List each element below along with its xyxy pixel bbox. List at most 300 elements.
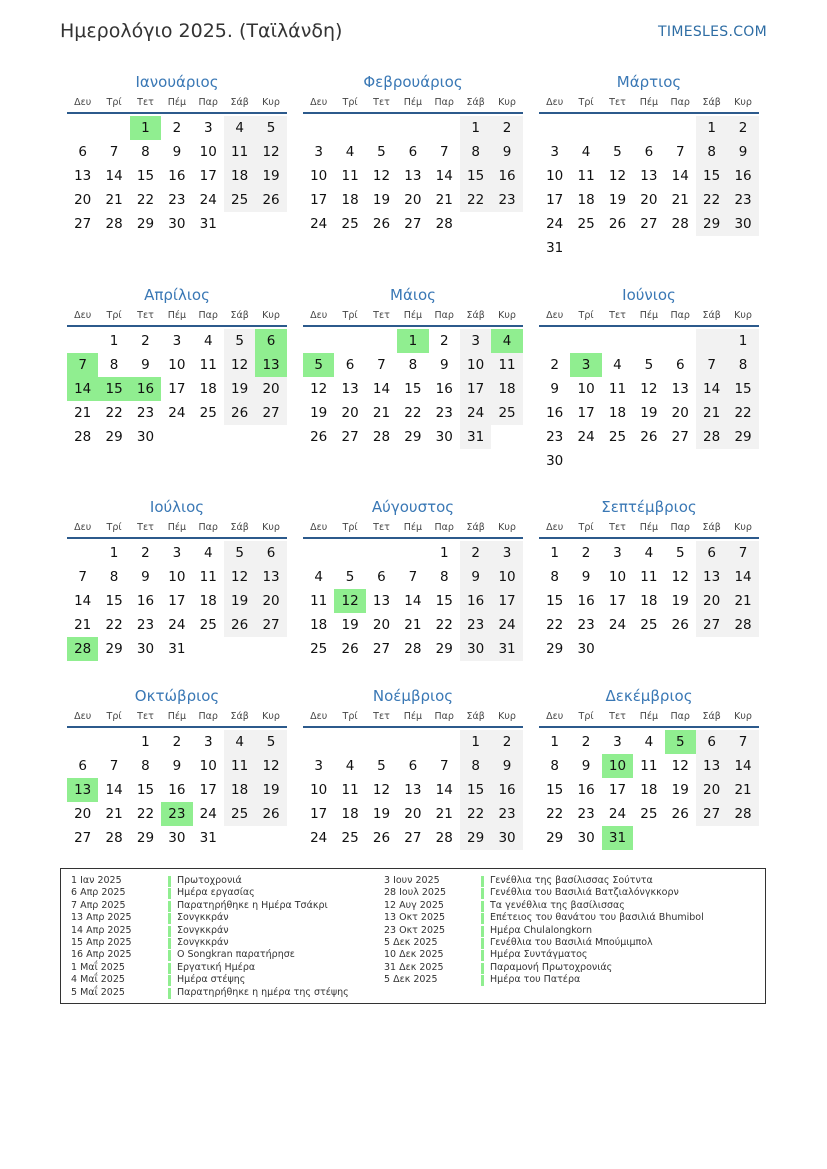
weekday-label: Σάβ [702, 522, 721, 533]
day-cell: 1 [550, 734, 559, 750]
day-cell: 23 [727, 188, 758, 212]
day-cell: 10 [602, 754, 633, 778]
day-cell: 31 [168, 641, 186, 657]
weekday-label: Παρ [198, 522, 218, 533]
empty-cell [67, 730, 98, 754]
day-cell: 1 [727, 329, 758, 353]
day-grid [303, 541, 523, 661]
day-cell: 27 [640, 216, 658, 232]
weekday-header [539, 309, 759, 327]
empty-cell [193, 425, 224, 449]
day-cell: 15 [696, 164, 727, 188]
day-cell: 12 [372, 168, 391, 184]
day-cell: 8 [550, 569, 559, 585]
day-grid [303, 329, 523, 449]
day-cell: 14 [435, 782, 453, 798]
weekday-label: Τρί [578, 97, 594, 108]
day-grid [539, 329, 759, 473]
weekday-label: Παρ [434, 522, 454, 533]
day-cell: 27 [404, 216, 422, 232]
day-cell: 19 [341, 617, 359, 633]
day-cell: 8 [109, 569, 119, 585]
day-cell: 23 [460, 613, 491, 637]
day-cell: 13 [404, 782, 422, 798]
legend-date: 23 Οκτ 2025 [384, 924, 446, 936]
empty-cell [255, 826, 286, 850]
weekday-label: Σάβ [702, 310, 721, 321]
day-cell: 17 [546, 192, 564, 208]
weekday-label: Πέμ [167, 711, 187, 722]
day-cell: 18 [341, 806, 359, 822]
day-cell: 2 [581, 734, 591, 750]
day-cell: 6 [78, 758, 87, 774]
empty-cell [633, 637, 664, 661]
weekday-label: Παρ [198, 711, 218, 722]
legend-item [384, 937, 704, 949]
day-cell: 12 [255, 754, 286, 778]
day-cell: 2 [172, 734, 182, 750]
day-cell: 10 [199, 758, 217, 774]
day-cell: 14 [671, 168, 689, 184]
day-cell: 10 [491, 565, 522, 589]
legend-marker [481, 901, 484, 912]
empty-cell [255, 212, 286, 236]
day-cell: 20 [341, 405, 359, 421]
day-cell: 26 [310, 429, 328, 445]
day-cell: 30 [727, 212, 758, 236]
legend-name: Τα γενέθλια της βασίλισσας [490, 899, 625, 911]
empty-cell [397, 541, 428, 565]
legend-column-right [384, 875, 704, 987]
legend-name: Γενέθλια της βασίλισσας Σούτντα [490, 875, 653, 886]
month-calendar [539, 497, 759, 661]
day-cell: 17 [199, 168, 217, 184]
day-cell: 11 [640, 758, 658, 774]
day-cell: 23 [136, 405, 155, 421]
day-cell: 11 [640, 569, 658, 585]
day-cell: 2 [141, 333, 150, 349]
weekday-label: Κυρ [498, 522, 516, 533]
day-cell: 13 [67, 778, 98, 802]
day-cell: 29 [105, 641, 123, 657]
day-cell: 11 [608, 381, 627, 397]
legend-marker [481, 938, 484, 949]
day-cell: 28 [105, 830, 123, 846]
weekday-label: Δευ [310, 97, 328, 108]
day-cell: 16 [577, 782, 595, 798]
legend-marker [168, 963, 171, 974]
weekday-label: Πέμ [167, 97, 187, 108]
day-cell: 11 [310, 593, 328, 609]
empty-cell [696, 449, 727, 473]
day-cell: 15 [546, 782, 564, 798]
day-cell: 14 [105, 168, 123, 184]
day-cell: 9 [172, 758, 182, 774]
weekday-label: Τετ [137, 97, 154, 108]
weekday-header [303, 309, 523, 327]
empty-cell [366, 541, 397, 565]
legend-item [384, 962, 704, 974]
empty-cell [633, 449, 664, 473]
day-cell: 4 [224, 116, 255, 140]
day-cell: 9 [581, 569, 591, 585]
weekday-label: Σάβ [230, 522, 249, 533]
empty-cell [696, 329, 727, 353]
empty-cell [696, 236, 727, 260]
empty-cell [696, 826, 727, 850]
legend-item [71, 974, 349, 986]
empty-cell [334, 116, 365, 140]
legend-item [71, 912, 349, 924]
day-cell: 4 [203, 545, 213, 561]
day-cell: 13 [696, 565, 727, 589]
day-cell: 16 [136, 593, 155, 609]
day-cell: 6 [644, 144, 654, 160]
day-cell: 7 [439, 758, 449, 774]
day-cell: 5 [255, 116, 286, 140]
day-cell: 13 [255, 353, 286, 377]
day-cell: 16 [168, 168, 186, 184]
legend-marker [168, 926, 171, 937]
day-cell: 14 [696, 377, 727, 401]
day-cell: 1 [109, 333, 119, 349]
empty-cell [67, 541, 98, 565]
day-cell: 12 [224, 565, 255, 589]
day-cell: 1 [130, 116, 161, 140]
day-cell: 5 [377, 758, 386, 774]
weekday-label: Κυρ [498, 711, 516, 722]
day-cell: 21 [105, 806, 123, 822]
day-cell: 6 [377, 569, 386, 585]
day-cell: 10 [199, 144, 217, 160]
day-cell: 6 [675, 357, 685, 373]
day-cell: 26 [640, 429, 658, 445]
legend-name: Παραμονή Πρωτοχρονιάς [490, 961, 613, 973]
day-cell: 12 [255, 140, 286, 164]
month-title: Αύγουστος [371, 498, 455, 516]
day-cell: 5 [303, 353, 334, 377]
day-cell: 25 [491, 401, 522, 425]
day-cell: 24 [608, 806, 627, 822]
legend-marker [168, 988, 171, 999]
legend-marker [168, 876, 171, 887]
legend-item [384, 887, 704, 899]
empty-cell [334, 730, 365, 754]
day-cell: 26 [224, 613, 255, 637]
day-cell: 10 [460, 353, 491, 377]
day-cell: 24 [577, 429, 595, 445]
day-cell: 7 [696, 353, 727, 377]
day-cell: 25 [199, 617, 217, 633]
legend-date: 16 Απρ 2025 [71, 949, 132, 961]
legend-date: 7 Απρ 2025 [71, 899, 126, 911]
day-cell: 21 [727, 589, 758, 613]
day-cell: 28 [372, 429, 391, 445]
month-title: Μάιος [390, 286, 436, 304]
day-cell: 11 [577, 168, 595, 184]
empty-cell [665, 449, 696, 473]
day-cell: 19 [224, 589, 255, 613]
day-cell: 10 [168, 569, 186, 585]
month-calendar [539, 72, 759, 260]
legend-date: 3 Ιουν 2025 [384, 875, 440, 886]
weekday-header [67, 309, 287, 327]
day-cell: 9 [550, 381, 559, 397]
month-title: Ιούνιος [622, 286, 676, 304]
legend-date: 5 Μαΐ 2025 [71, 986, 125, 998]
day-cell: 26 [372, 216, 391, 232]
day-cell: 31 [491, 637, 522, 661]
day-cell: 21 [74, 405, 92, 421]
day-cell: 19 [372, 806, 391, 822]
legend-item [71, 925, 349, 937]
empty-cell [602, 116, 633, 140]
empty-cell [665, 116, 696, 140]
day-cell: 18 [491, 377, 522, 401]
day-cell: 15 [98, 377, 129, 401]
day-cell: 1 [439, 545, 449, 561]
empty-cell [303, 329, 334, 353]
day-cell: 27 [404, 830, 422, 846]
day-cell: 17 [608, 782, 627, 798]
day-cell: 21 [372, 405, 391, 421]
day-cell: 6 [255, 541, 286, 565]
day-cell: 13 [696, 754, 727, 778]
day-cell: 13 [341, 381, 359, 397]
day-grid [67, 116, 287, 236]
day-cell: 7 [439, 144, 449, 160]
empty-cell [696, 637, 727, 661]
day-cell: 28 [67, 637, 98, 661]
day-cell: 27 [74, 830, 92, 846]
day-cell: 4 [224, 730, 255, 754]
day-cell: 29 [435, 641, 453, 657]
day-cell: 14 [727, 565, 758, 589]
empty-cell [727, 236, 758, 260]
day-cell: 14 [105, 782, 123, 798]
day-cell: 22 [546, 806, 564, 822]
day-cell: 3 [172, 545, 182, 561]
day-cell: 5 [613, 144, 622, 160]
weekday-label: Τρί [106, 711, 122, 722]
day-cell: 16 [727, 164, 758, 188]
day-cell: 25 [608, 429, 627, 445]
day-grid [67, 329, 287, 449]
day-cell: 25 [640, 806, 658, 822]
day-cell: 26 [608, 216, 627, 232]
weekday-header [67, 521, 287, 539]
day-grid [303, 116, 523, 236]
day-cell: 7 [727, 541, 758, 565]
day-cell: 16 [577, 593, 595, 609]
weekday-label: Κυρ [498, 97, 516, 108]
empty-cell [633, 236, 664, 260]
month-title: Απρίλιος [144, 286, 210, 304]
empty-cell [665, 329, 696, 353]
legend-marker [481, 876, 484, 887]
empty-cell [224, 826, 255, 850]
weekday-label: Σάβ [466, 711, 485, 722]
weekday-label: Σάβ [466, 310, 485, 321]
weekday-label: Τετ [609, 97, 626, 108]
day-cell: 2 [727, 116, 758, 140]
day-cell: 29 [404, 429, 422, 445]
day-cell: 18 [199, 381, 217, 397]
day-cell: 18 [224, 164, 255, 188]
day-cell: 11 [224, 140, 255, 164]
legend-name: Σονγκκράν [177, 924, 229, 936]
day-cell: 26 [255, 188, 286, 212]
day-cell: 30 [136, 641, 155, 657]
month-calendar [303, 686, 523, 850]
day-cell: 5 [644, 357, 654, 373]
day-cell: 24 [168, 617, 186, 633]
legend-marker [168, 888, 171, 899]
weekday-label: Τρί [106, 310, 122, 321]
month-calendar [67, 285, 287, 449]
weekday-label: Σάβ [702, 97, 721, 108]
day-cell: 1 [696, 116, 727, 140]
day-cell: 16 [435, 381, 453, 397]
day-cell: 14 [727, 754, 758, 778]
weekday-label: Σάβ [230, 711, 249, 722]
weekday-header [539, 710, 759, 728]
weekday-label: Παρ [670, 522, 690, 533]
empty-cell [727, 637, 758, 661]
month-title: Δεκέμβριος [605, 687, 693, 705]
weekday-header [303, 710, 523, 728]
weekday-label: Δευ [74, 97, 92, 108]
weekday-label: Σάβ [466, 522, 485, 533]
day-cell: 15 [546, 593, 564, 609]
legend-marker [481, 963, 484, 974]
day-cell: 12 [640, 381, 658, 397]
day-cell: 19 [608, 192, 627, 208]
day-cell: 18 [640, 593, 658, 609]
weekday-label: Τετ [609, 310, 626, 321]
day-cell: 10 [310, 168, 328, 184]
day-cell: 9 [581, 758, 591, 774]
day-cell: 1 [397, 329, 428, 353]
day-cell: 16 [491, 164, 522, 188]
legend-name: Γενέθλια του Βασιλιά Βατζιαλόνγκκορν [490, 887, 679, 899]
empty-cell [665, 236, 696, 260]
day-cell: 20 [696, 778, 727, 802]
day-cell: 23 [577, 617, 595, 633]
empty-cell [633, 826, 664, 850]
weekday-label: Πέμ [639, 97, 659, 108]
day-cell: 4 [613, 357, 622, 373]
month-calendar [303, 497, 523, 661]
empty-cell [224, 425, 255, 449]
day-cell: 22 [727, 401, 758, 425]
empty-cell [161, 425, 192, 449]
day-cell: 17 [577, 405, 595, 421]
empty-cell [397, 116, 428, 140]
day-cell: 9 [172, 144, 182, 160]
day-cell: 8 [141, 144, 150, 160]
day-cell: 15 [105, 593, 123, 609]
legend-item [71, 887, 349, 899]
day-cell: 20 [671, 405, 689, 421]
day-cell: 22 [546, 617, 564, 633]
empty-cell [460, 212, 491, 236]
legend-name: Επέτειος του θανάτου του βασιλιά Bhumibol [490, 912, 704, 924]
day-grid [67, 541, 287, 661]
day-cell: 1 [109, 545, 119, 561]
legend-column-left [71, 875, 349, 999]
day-cell: 22 [460, 188, 491, 212]
day-cell: 29 [696, 212, 727, 236]
day-cell: 25 [224, 802, 255, 826]
day-cell: 28 [404, 641, 422, 657]
day-cell: 9 [491, 754, 522, 778]
weekday-label: Τρί [342, 711, 358, 722]
day-cell: 24 [310, 216, 328, 232]
legend-date: 1 Ιαν 2025 [71, 875, 122, 886]
day-cell: 5 [255, 730, 286, 754]
weekday-label: Κυρ [262, 97, 280, 108]
legend-date: 12 Αυγ 2025 [384, 899, 444, 911]
day-cell: 20 [255, 589, 286, 613]
legend-name: Σονγκκράν [177, 936, 229, 948]
day-cell: 27 [255, 401, 286, 425]
day-cell: 7 [67, 353, 98, 377]
day-cell: 5 [224, 329, 255, 353]
day-cell: 29 [105, 429, 123, 445]
day-cell: 4 [581, 144, 591, 160]
weekday-label: Πέμ [403, 97, 423, 108]
legend-name: Παρατηρήθηκε η Ημέρα Τσάκρι [177, 899, 328, 911]
day-cell: 13 [671, 381, 689, 397]
day-cell: 23 [435, 405, 453, 421]
day-cell: 11 [341, 168, 359, 184]
weekday-header [67, 710, 287, 728]
weekday-label: Τρί [106, 522, 122, 533]
month-calendar [539, 285, 759, 473]
weekday-label: Τετ [373, 310, 390, 321]
weekday-header [303, 96, 523, 114]
legend-marker [481, 975, 484, 986]
day-cell: 17 [168, 593, 186, 609]
day-cell: 22 [136, 806, 155, 822]
legend-date: 28 Ιουλ 2025 [384, 887, 447, 899]
empty-cell [334, 329, 365, 353]
empty-cell [366, 116, 397, 140]
day-cell: 27 [696, 802, 727, 826]
empty-cell [570, 236, 601, 260]
day-cell: 2 [172, 120, 182, 136]
day-cell: 13 [404, 168, 422, 184]
day-cell: 17 [168, 381, 186, 397]
day-cell: 11 [491, 353, 522, 377]
brand-link[interactable]: TIMESLES.COM [658, 24, 767, 40]
day-cell: 3 [203, 120, 213, 136]
day-cell: 26 [671, 617, 689, 633]
day-cell: 19 [671, 593, 689, 609]
day-cell: 21 [727, 778, 758, 802]
empty-cell [429, 730, 460, 754]
weekday-label: Πέμ [403, 522, 423, 533]
day-cell: 28 [727, 613, 758, 637]
day-cell: 22 [105, 405, 123, 421]
month-calendar [539, 686, 759, 850]
day-cell: 30 [491, 826, 522, 850]
day-cell: 18 [199, 593, 217, 609]
legend-item [71, 949, 349, 961]
day-cell: 24 [199, 806, 217, 822]
day-cell: 19 [255, 164, 286, 188]
